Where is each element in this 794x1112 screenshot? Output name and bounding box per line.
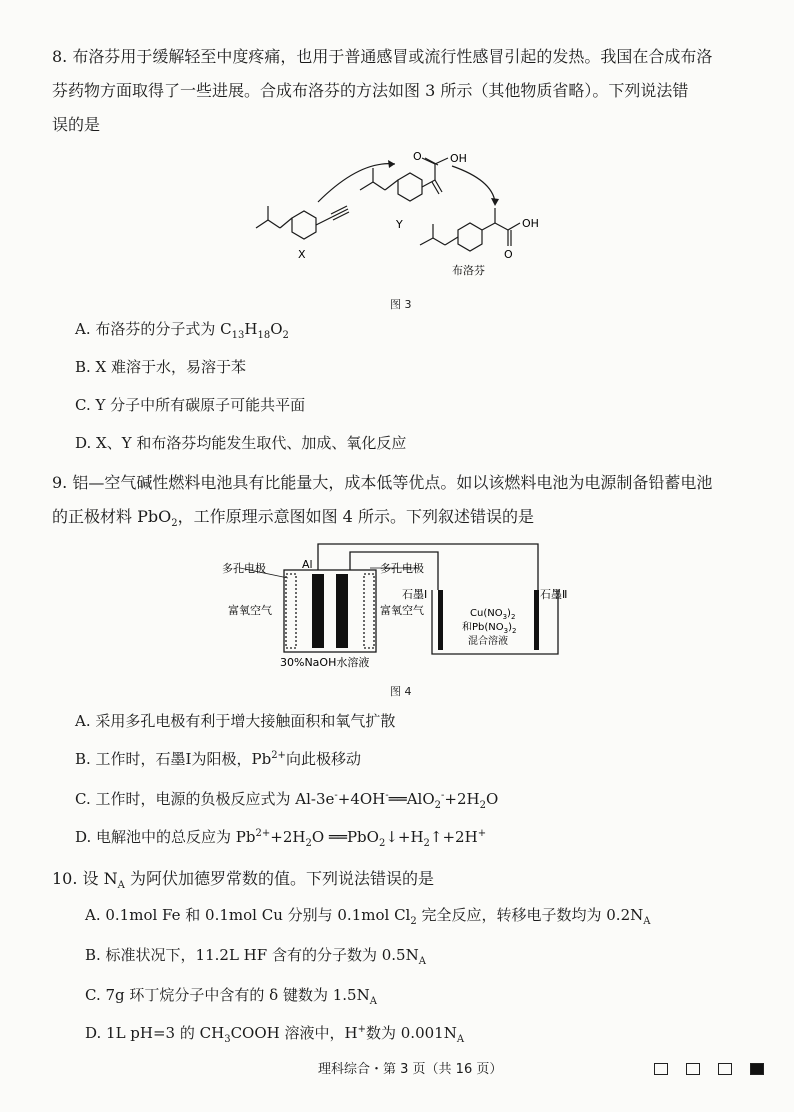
al-electrode-2 bbox=[336, 574, 348, 648]
figure-3-scheme bbox=[230, 150, 560, 290]
q9-option-c: C. 工作时，电源的负极反应式为 $Al-3e^-+4OH^-══AlO_2^-+2H_2O$ bbox=[75, 790, 499, 811]
q9-line2: 的正极材料 PbO$_2$，工作原理示意图如图 4 所示。下列叙述错误的是 bbox=[52, 507, 534, 530]
figure-4-diagram bbox=[220, 538, 580, 670]
arrow-x-to-y bbox=[318, 164, 395, 202]
q10-option-a: A. 0.1mol Fe 和 0.1mol Cu 分别与 0.1mol $Cl_2$ 完全反应，转移电子数均为 $0.2N_A$ bbox=[85, 906, 651, 927]
q9-line1: 9. 铝—空气碱性燃料电池具有比能量大，成本低等优点。如以该燃料电池为电源制备铅蓄电池 bbox=[52, 473, 713, 492]
marker-box-filled bbox=[750, 1063, 764, 1075]
label-ibuprofen: 布洛芬 bbox=[452, 264, 485, 277]
label-porous-right: 多孔电极 bbox=[380, 562, 424, 575]
page-footer: 理科综合・第 3 页（共 16 页） bbox=[318, 1062, 503, 1077]
label-naoh: 30%NaOH水溶液 bbox=[280, 656, 370, 669]
label-solution-1: $Cu(NO_3)_2$ bbox=[470, 608, 516, 621]
y-oh-label: OH bbox=[450, 152, 467, 165]
q10-option-d: D. 1L pH=3 的 $CH_3COOH$ 溶液中，H+数为 $0.001N_A$ bbox=[85, 1024, 465, 1045]
q10-stem: 10. 设 $N_A$ 为阿伏加德罗常数的值。下列说法错误的是 bbox=[52, 869, 434, 892]
q8-line1: 8. 布洛芬用于缓解轻至中度疼痛，也用于普通感冒或流行性感冒引起的发热。我国在合成布洛 bbox=[52, 47, 713, 66]
arrow-y-to-product bbox=[452, 166, 495, 202]
q8-line3: 误的是 bbox=[52, 115, 101, 134]
q9-option-a: A. 采用多孔电极有利于增大接触面积和氧气扩散 bbox=[75, 712, 396, 730]
label-air-right: 富氧空气 bbox=[380, 604, 424, 617]
q9-stem bbox=[52, 466, 772, 541]
figure-3-caption: 图 3 bbox=[390, 298, 412, 311]
y-oxygen-label: O bbox=[413, 150, 422, 163]
q8-option-c: C. Y 分子中所有碳原子可能共平面 bbox=[75, 396, 306, 414]
graphite-1-electrode bbox=[438, 590, 443, 650]
label-graphite-2: 石墨Ⅱ bbox=[540, 588, 568, 601]
q10-option-b: B. 标准状况下，11.2L HF 含有的分子数为 $0.5N_A$ bbox=[85, 946, 426, 967]
ibuprofen-oh-label: OH bbox=[522, 217, 539, 230]
label-porous-left: 多孔电极 bbox=[222, 562, 266, 575]
q8-option-b: B. X 难溶于水，易溶于苯 bbox=[75, 358, 247, 376]
porous-electrode-right bbox=[364, 574, 374, 648]
fuel-cell-box bbox=[284, 570, 376, 652]
ibuprofen-oxygen-label: O bbox=[504, 248, 513, 261]
figure-4-caption: 图 4 bbox=[390, 685, 412, 698]
al-electrode bbox=[312, 574, 324, 648]
graphite-2-electrode bbox=[534, 590, 539, 650]
label-solution-3: 混合溶液 bbox=[468, 636, 508, 647]
q8-stem bbox=[52, 40, 772, 142]
marker-box-2 bbox=[686, 1063, 700, 1075]
label-y: Y bbox=[396, 218, 403, 231]
ibuprofen-benzene-ring bbox=[458, 223, 482, 251]
wire-al-to-graphite2 bbox=[318, 544, 538, 590]
label-solution-2: 和$Pb(NO_3)_2$ bbox=[462, 622, 517, 635]
page-markers bbox=[654, 1060, 782, 1079]
marker-box-3 bbox=[718, 1063, 732, 1075]
label-graphite-1: 石墨Ⅰ bbox=[402, 588, 428, 601]
q8-option-d: D. X、Y 和布洛芬均能发生取代、加成、氧化反应 bbox=[75, 434, 407, 452]
label-al: Al bbox=[302, 558, 313, 571]
y-benzene-ring bbox=[398, 173, 422, 201]
q8-line2: 芬药物方面取得了一些进展。合成布洛芬的方法如图 3 所示（其他物质省略）。下列说法错 bbox=[52, 81, 689, 100]
marker-box-1 bbox=[654, 1063, 668, 1075]
q9-option-b: B. 工作时，石墨Ⅰ为阳极，$Pb^{2+}$向此极移动 bbox=[75, 750, 361, 768]
q10-option-c: C. 7g 环丁烷分子中含有的 δ 键数为 $1.5N_A$ bbox=[85, 986, 377, 1007]
q8-option-a: A. 布洛芬的分子式为 $C_{13}H_{18}O_2$ bbox=[75, 320, 289, 341]
porous-electrode-left bbox=[286, 574, 296, 648]
x-benzene-ring bbox=[292, 211, 316, 239]
q9-option-d: D. 电解池中的总反应为 $Pb^{2+}+2H_2O$ $══PbO_2↓+H_2↑+2H^+$ bbox=[75, 828, 487, 849]
label-air-left: 富氧空气 bbox=[228, 604, 272, 617]
label-x: X bbox=[298, 248, 306, 261]
